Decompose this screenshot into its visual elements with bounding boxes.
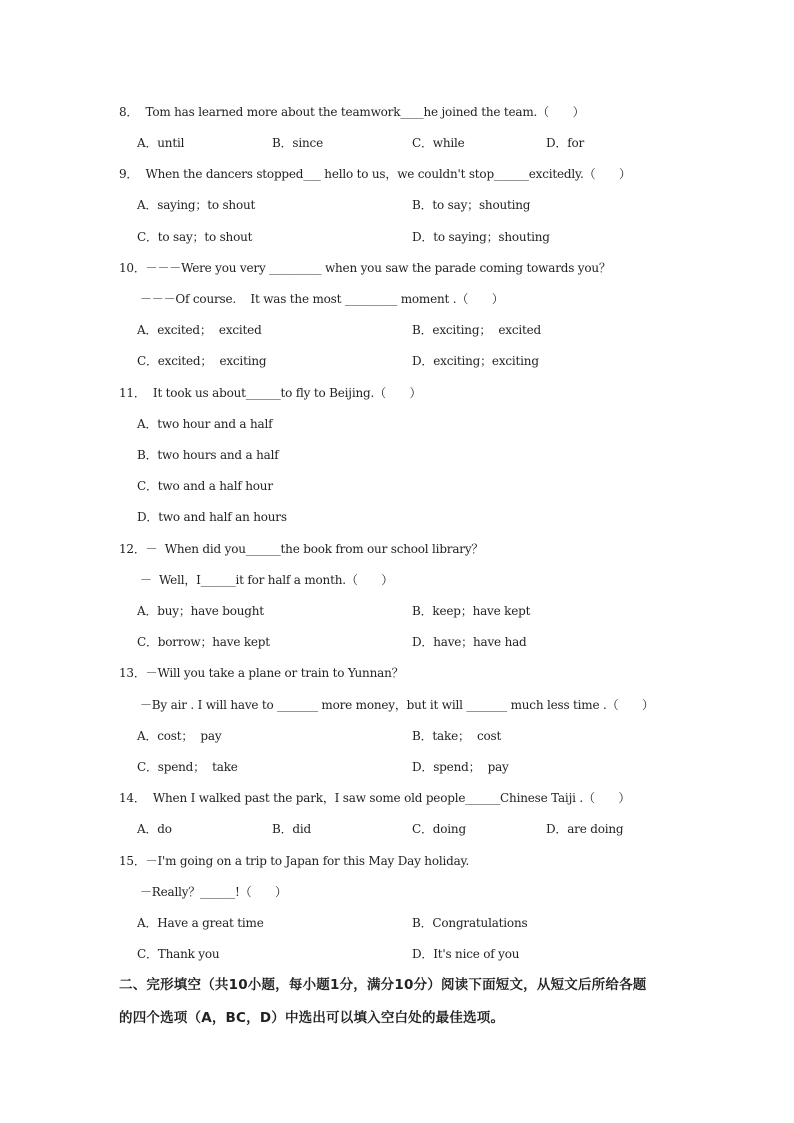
question-8-stem: 8． Tom has learned more about the teamwork____he joined the team.（ ） <box>119 105 585 119</box>
question-9-stem: 9． When the dancers stopped___ hello to us，we couldn't stop______excitedly.（ ） <box>119 167 631 181</box>
q8-option-c[interactable]: C．while <box>412 136 465 150</box>
q11-option-d[interactable]: D．two and half an hours <box>137 510 287 524</box>
q12-option-b[interactable]: B．keep；have kept <box>412 604 531 618</box>
q14-option-a[interactable]: A．do <box>137 822 172 836</box>
q15-option-a[interactable]: A．Have a great time <box>137 916 264 930</box>
question-13-stem: 13．－Will you take a plane or train to Yunnan？ <box>119 666 404 680</box>
q10-option-c[interactable]: C．excited； exciting <box>137 354 267 368</box>
q11-option-c[interactable]: C．two and a half hour <box>137 479 273 493</box>
q8-option-d[interactable]: D．for <box>546 136 585 150</box>
question-10-stem: 10．－－－Were you very _________ when you saw the parade coming towards you？ <box>119 261 611 275</box>
q12-option-c[interactable]: C．borrow；have kept <box>137 635 270 649</box>
q9-option-d[interactable]: D．to saying；shouting <box>412 230 550 244</box>
q10-option-b[interactable]: B．exciting； excited <box>412 323 541 337</box>
q13-option-a[interactable]: A．cost； pay <box>137 729 222 743</box>
q15-option-d[interactable]: D．It's nice of you <box>412 947 520 961</box>
q15-option-c[interactable]: C．Thank you <box>137 947 220 961</box>
question-12-stem: 12．－ When did you______the book from our school library？ <box>119 542 484 556</box>
q9-option-c[interactable]: C．to say；to shout <box>137 230 253 244</box>
question-15-stem: 15．－I'm going on a trip to Japan for this May Day holiday. <box>119 854 470 868</box>
q13-option-c[interactable]: C．spend； take <box>137 760 238 774</box>
question-13-stem-reply: －By air . I will have to _______ more money，but it will _______ much less time .（ ） <box>140 698 654 712</box>
q15-option-b[interactable]: B．Congratulations <box>412 916 528 930</box>
q13-option-d[interactable]: D．spend； pay <box>412 760 509 774</box>
question-12-stem-reply: － Well，I______it for half a month.（ ） <box>140 573 394 587</box>
q8-option-b[interactable]: B．since <box>272 136 323 150</box>
section-heading-line-2: 的四个选项（A，BC，D）中选出可以填入空白处的最佳选项。 <box>119 1010 505 1026</box>
q9-option-b[interactable]: B．to say；shouting <box>412 198 531 212</box>
q12-option-d[interactable]: D．have；have had <box>412 635 527 649</box>
section-heading-line-1: 二、完形填空（共10小题，每小题1分，满分10分）阅读下面短文，从短文后所给各题 <box>119 977 647 993</box>
q13-option-b[interactable]: B．take； cost <box>412 729 502 743</box>
q14-option-d[interactable]: D．are doing <box>546 822 624 836</box>
q11-option-a[interactable]: A．two hour and a half <box>137 417 273 431</box>
q10-option-a[interactable]: A．excited； excited <box>137 323 262 337</box>
question-11-stem: 11． It took us about______to fly to Beijing.（ ） <box>119 386 422 400</box>
q11-option-b[interactable]: B．two hours and a half <box>137 448 279 462</box>
q8-option-a[interactable]: A．until <box>137 136 185 150</box>
question-14-stem: 14． When I walked past the park，I saw some old people______Chinese Taiji .（ ） <box>119 791 631 805</box>
q14-option-c[interactable]: C．doing <box>412 822 466 836</box>
q9-option-a[interactable]: A．saying；to shout <box>137 198 256 212</box>
q10-option-d[interactable]: D．exciting；exciting <box>412 354 539 368</box>
q14-option-b[interactable]: B．did <box>272 822 312 836</box>
question-15-stem-reply: －Really？______!（ ） <box>140 885 287 899</box>
question-10-stem-reply: －－－Of course. It was the most _________ moment .（ ） <box>140 292 504 306</box>
q12-option-a[interactable]: A．buy；have bought <box>137 604 264 618</box>
